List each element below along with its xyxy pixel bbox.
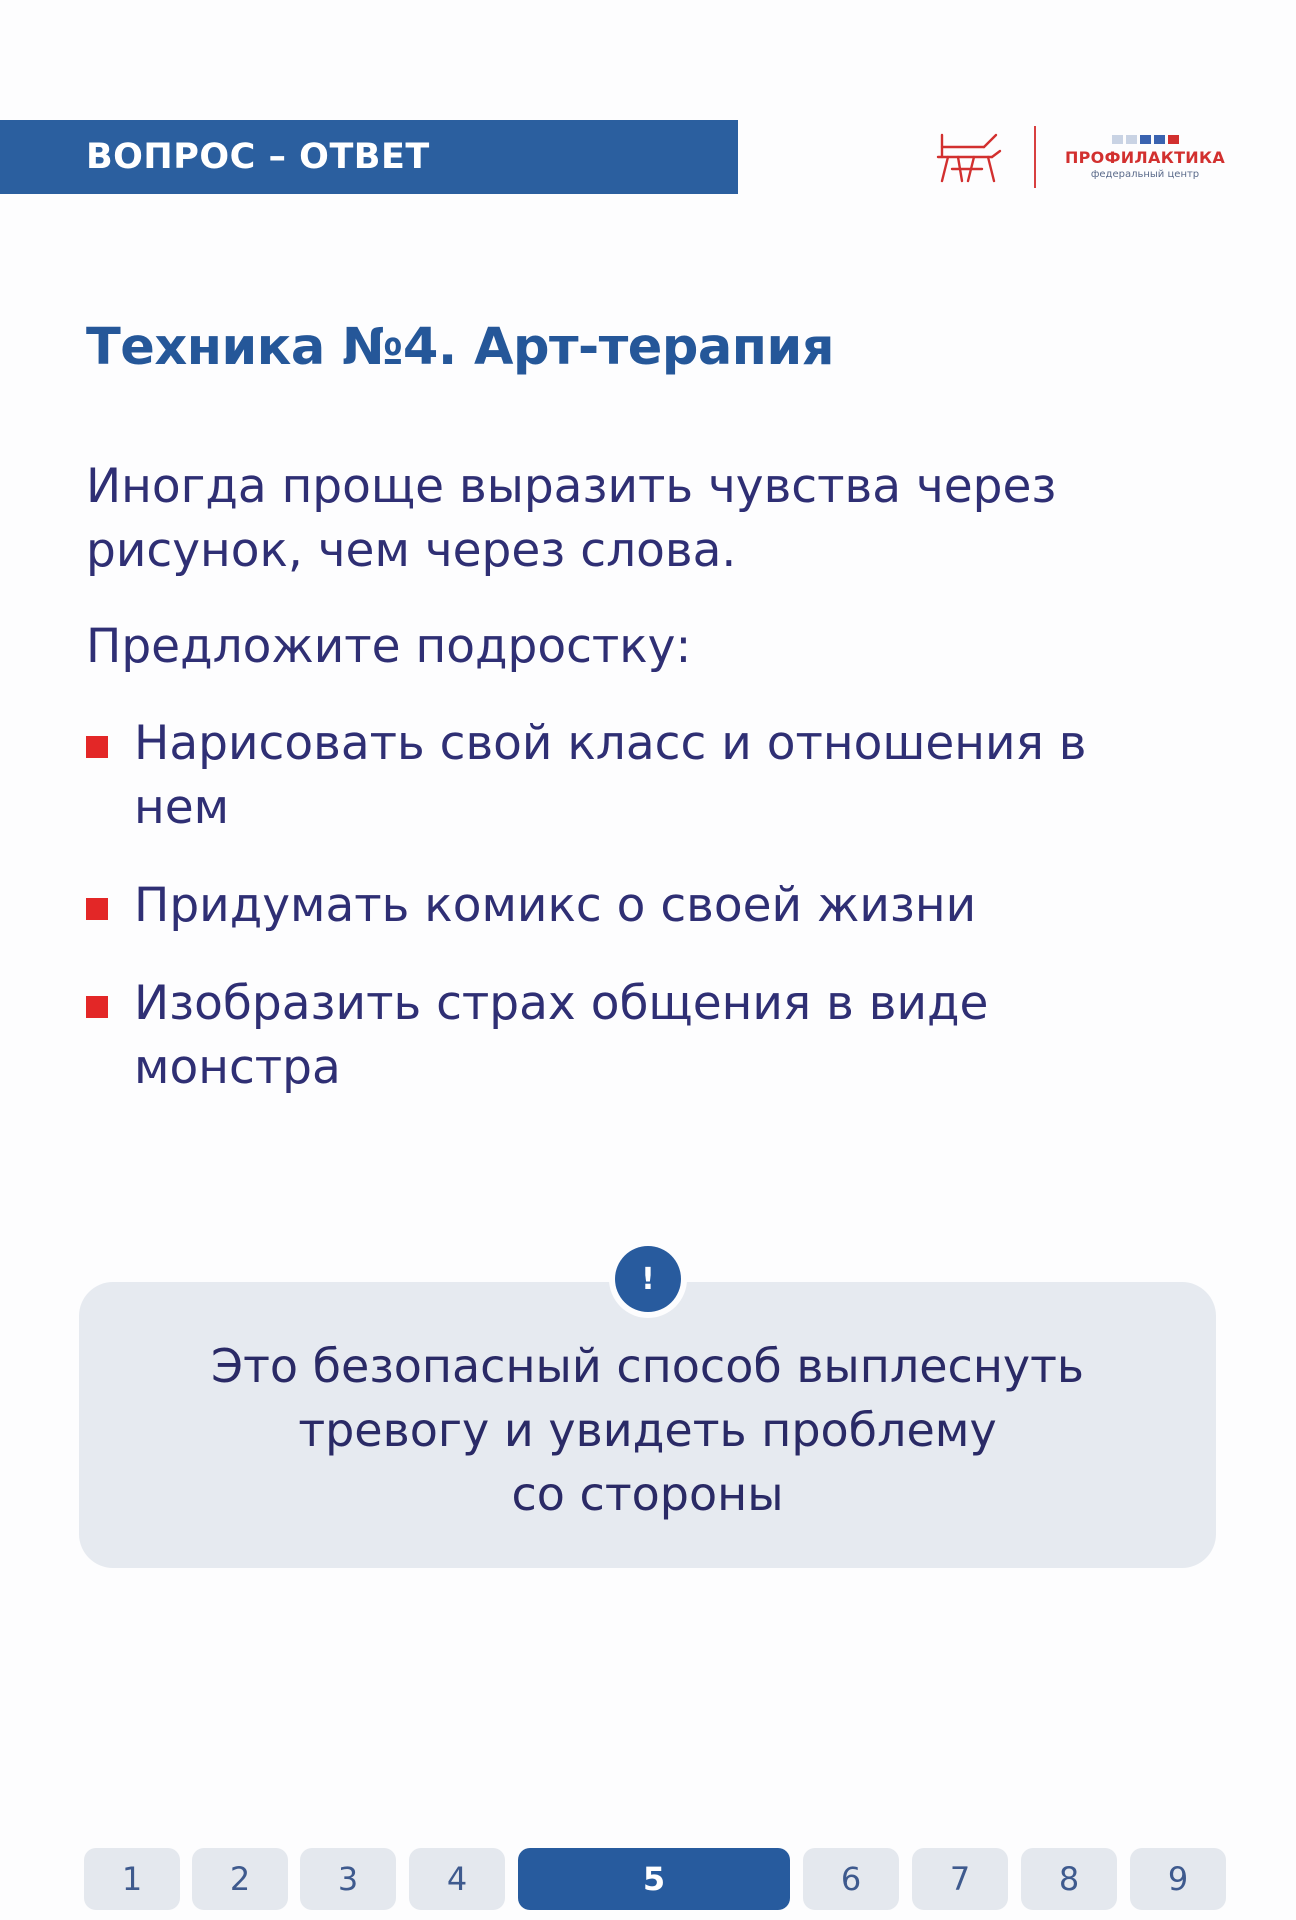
- list-item-text: Нарисовать свой класс и отношения в нем: [134, 716, 1087, 835]
- list-item-text: Придумать комикс о своей жизни: [134, 878, 977, 933]
- section-label: ВОПРОС – ОТВЕТ: [86, 137, 430, 177]
- logo-subtitle: федеральный центр: [1090, 168, 1200, 180]
- intro-text: Иногда проще выразить чувства через рисунок, чем через слова.: [86, 459, 1057, 578]
- page-button-1[interactable]: 1: [84, 1848, 180, 1910]
- callout-line: со стороны: [511, 1467, 784, 1521]
- logo-brand-name: ПРОФИЛАКТИКА: [1064, 147, 1226, 167]
- prompt-text: Предложите подростку:: [86, 619, 692, 674]
- page-button-3[interactable]: 3: [300, 1848, 396, 1910]
- list-item: [86, 972, 1196, 1100]
- list-item: [86, 874, 1196, 938]
- chair-easel-icon: [934, 127, 1006, 187]
- list-item: [86, 712, 1196, 840]
- callout-line: Это безопасный способ выплеснуть: [210, 1339, 1085, 1393]
- page-title: Техника №4. Арт-терапия: [86, 318, 834, 377]
- page-button-6[interactable]: 6: [803, 1848, 899, 1910]
- list-item-text: Изобразить страх общения в виде монстра: [134, 976, 989, 1095]
- bullet-square-icon: [86, 898, 108, 920]
- page-button-7[interactable]: 7: [912, 1848, 1008, 1910]
- callout-text: [79, 1334, 1216, 1526]
- logo-divider: [1034, 126, 1036, 188]
- logo: [934, 124, 1234, 190]
- page-button-8[interactable]: 8: [1021, 1848, 1117, 1910]
- section-header-bar: [0, 120, 738, 194]
- page-button-9[interactable]: 9: [1130, 1848, 1226, 1910]
- exclamation-icon: !: [615, 1246, 681, 1312]
- suggestion-list: [86, 712, 1196, 1134]
- logo-flag-bars: [1112, 135, 1179, 144]
- pagination: [84, 1848, 1224, 1910]
- bullet-square-icon: [86, 996, 108, 1018]
- callout-line: тревогу и увидеть проблему: [298, 1403, 997, 1457]
- callout-box: [79, 1282, 1216, 1568]
- page-button-2[interactable]: 2: [192, 1848, 288, 1910]
- logo-wordmark: [1060, 135, 1230, 180]
- callout-badge-ring: [609, 1240, 687, 1318]
- bullet-square-icon: [86, 736, 108, 758]
- page-button-4[interactable]: 4: [409, 1848, 505, 1910]
- page-button-5-active[interactable]: 5: [518, 1848, 790, 1910]
